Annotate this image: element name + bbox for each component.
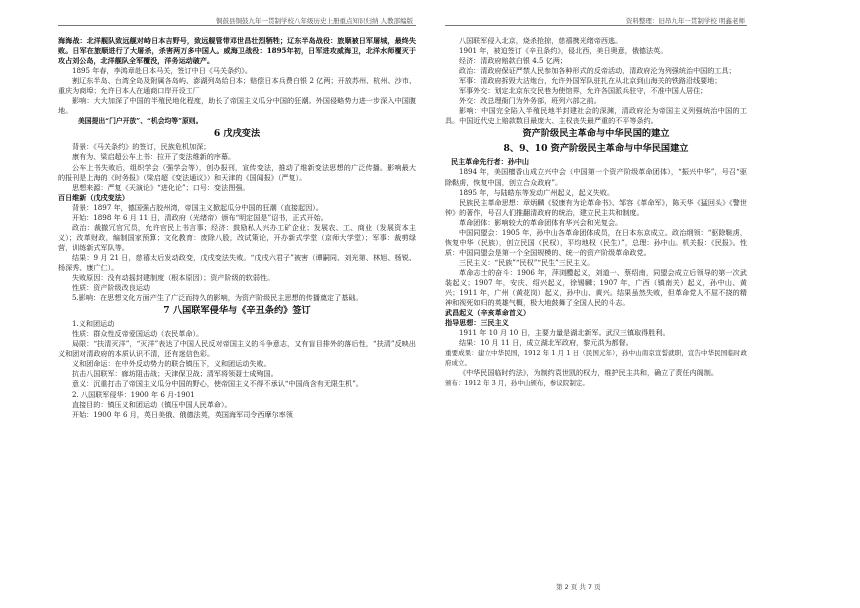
- paragraph: 武昌起义（辛亥革命首义）: [445, 308, 531, 318]
- paragraph: 影响：中国完全陷入半殖民地半封建社会的深渊，清政府沦为帝国主义列强统治中国的工具。中国近代史上赔款数目最庞大、主权丧失最严重的不平等条约。: [445, 106, 747, 126]
- paragraph: 经济：清政府赔款白银 4.5 亿两；: [459, 56, 568, 66]
- paragraph: 1895 年春，李鸿章赴日本马关，签订中日《马关条约》。: [72, 66, 252, 76]
- paragraph: 1.义和团运动: [72, 319, 115, 329]
- paragraph: 康有为、梁启超公车上书：拉开了变法维新的序幕。: [72, 152, 236, 162]
- paragraph: 开始：1900 年 6 月，英日美俄、俄德法英，英国海军司令西摩尔率领: [72, 409, 293, 419]
- paragraph: 中国同盟会：1905 年，孙中山各革命团体成员，在日本东京成立。政治纲领：“驱除鞑虏，恢复中华（民族），创立民国（民权），平均地权（民生）”，总理：孙中山。机关报：《民报》。性质：中国同盟会是第一个全国规模的、统一的资产阶级革命政党。: [445, 227, 747, 257]
- header-rule-right: [445, 25, 747, 26]
- paragraph: 军事外交：划定北京东交民巷为使馆界，允许各国派兵驻守，不准中国人居住；: [459, 86, 708, 96]
- paragraph: 公车上书失败后，组织学会（强学会等），创办报刊，宣传变法，推动了维新变法思想的广泛传播。影响最大的报刊是上海的《时务报》（梁启超《变法通议》）和天津的《国闻报》（严复）。: [58, 162, 416, 182]
- section-heading: 资产阶级民主革命与中华民国的建立: [522, 128, 670, 140]
- header-rule-left: [58, 25, 416, 26]
- paragraph: 政治：清政府保证严禁人民参加各种形式的反帝活动，清政府沦为列强统治中国的工具；: [459, 66, 736, 76]
- paragraph: 背景：《马关条约》的签订，民族危机加深；: [72, 142, 211, 152]
- paragraph: 三民主义：“民族”“民权”“民生”三民主义。: [459, 257, 595, 267]
- paragraph: 八国联军侵入北京，烧杀抢掠，慈禧携光绪帝西逃。: [459, 36, 623, 45]
- paragraph: 开始：1898 年 6 月 11 日，清政府（光绪帝）颁布“明定国是”诏书，正式开始。: [72, 212, 328, 222]
- paragraph: 2. 八国联军侵华：1900 年 6 月-1901: [72, 389, 195, 399]
- page-header-left: 铜鼓县铜鼓九年一贯制学校八年级历史上册重点知识归纳 人教部编版: [216, 17, 414, 25]
- paragraph: 革命志士的奋斗：1906 年，萍浏醴起义，刘道一、蔡绍南，同盟会成立后领导的第一次武装起义；1907 年，安庆、绍兴起义，徐锡麟；1907 年，广西（镇南关）起义，孙中山、黄兴；1911 年，广州（黄花岗）起义，孙中山、黄兴。结果虽然失败，但革命党人不屈不挠的精神和视死如归的英雄气概，极大地鼓舞了全国人民的斗志。: [445, 267, 747, 308]
- page-number: 第 2 页 共 7 页: [556, 583, 601, 591]
- paragraph: 抗击八国联军：廊坊阻击战；天津保卫战；清军将领聂士成殉国。: [72, 369, 278, 379]
- paragraph: 革命团体：影响较大的革命团体有华兴会和光复会。: [459, 217, 623, 227]
- paragraph: 性质：群众性反帝爱国运动（农民革命）。: [72, 329, 204, 339]
- paragraph: 结果：10 月 11 日，成立湖北军政府，黎元洪为都督。: [459, 338, 633, 348]
- paragraph: 外交：改总理衙门为外务部，班列六部之前。: [459, 96, 601, 106]
- section-heading: 8、9、10 资产阶级民主革命与中华民国建立: [503, 143, 689, 155]
- page-header-right: 资料整理：旧昂九年一贯制学校 明鑫老师: [625, 17, 745, 25]
- right-column: [445, 36, 747, 576]
- section-heading: 民主革命先行者：孙中山: [451, 157, 530, 167]
- paragraph: 意义：沉重打击了帝国主义瓜分中国的野心，使帝国主义不得不承认“中国尚含有无限生机”。: [72, 379, 364, 389]
- paragraph: 义和团命运：在中外反动势力的联合镇压下，义和团运动失败。: [72, 359, 271, 369]
- paragraph: 指导思想：三民主义: [445, 318, 509, 328]
- paragraph: 百日维新（戊戌变法）: [58, 192, 129, 202]
- paragraph: 美国提出“门户开放”、“机会均等”原则。: [78, 117, 203, 126]
- paragraph: 《中华民国临时约法》，为制约袁世凯的权力，维护民主共和，确立了责任内阁制。: [459, 368, 718, 378]
- paragraph: 思想来源：严复《天演论》“进化论”；口号：变法图强。: [72, 182, 250, 192]
- paragraph: 1911 年 10 月 10 日，主要力量是湖北新军。武汉三镇取得胜利。: [459, 328, 670, 338]
- paragraph: 结果：9 月 21 日，慈禧太后发动政变，戊戌变法失败。“戊戌六君子”被害（谭嗣同、刘光第、林旭、杨锐、杨深秀、康广仁）。: [58, 252, 416, 272]
- paragraph: 海海战：北洋舰队致远舰对峙日本吉野号，致远舰管带邓世昌壮烈牺牲；辽东半岛战役：旅顺被日军屠城，最终失败。日军在旅顺进行了大屠杀，杀害两万多中国人。威海卫战役：1895年初，日军进攻威海卫，北洋水师覆灭于攻占刘公岛，北洋舰队全军覆没，洋务运动破产。: [58, 36, 416, 66]
- paragraph: 1894 年，美国檀香山成立兴中会（中国第一个资产阶级革命团体），“振兴中华”，号召“驱除鞑虏，恢复中国，创立合众政府”。: [445, 167, 747, 187]
- section-heading: 6 戊戌变法: [213, 128, 261, 140]
- paragraph: 背景：1897 年，德国强占胶州湾，帝国主义掀起瓜分中国的狂潮（直接起因）。: [72, 202, 323, 212]
- paragraph: 颁布：1912 年 3 月，孙中山颁布，参议院制定。: [445, 379, 589, 388]
- paragraph: 局限：“扶清灭洋”，“灭洋”表达了中国人民反对帝国主义的斗争意志，又有盲目排外的落后性，“扶清”反映出义和团对清政府的本质认识不清，还有迷信色彩。: [58, 339, 416, 359]
- paragraph: 影响：大大加深了中国的半殖民地化程度，助长了帝国主义瓜分中国的狂潮。外国侵略势力进一步深入中国腹地。: [58, 96, 416, 116]
- paragraph: 政治：裁撤冗官冗员，允许官民上书言事；经济：鼓励私人兴办工矿企业；发展农、工、商业（发展资本主义）；改革财政，编制国家预算；文化教育：废除八股，改试策论，开办新式学堂（京师大学堂）；军事：裁剪绿营，训练新式军队等。: [58, 222, 416, 252]
- paragraph: 重要成果：建立中华民国，1912 年 1 月 1 日（民国元年），孙中山南京宣誓就职，宣告中华民国临时政府成立。: [445, 349, 747, 368]
- paragraph: 直接目的：镇压义和团运动（镇压中国人民革命）。: [72, 399, 232, 409]
- left-column: [58, 36, 416, 591]
- paragraph: 军事：清政府拆毁大沽炮台，允许外国军队驻扎在从北京到山海关的铁路沿线要地；: [459, 76, 722, 86]
- paragraph: 5.影响：在思想文化方面产生了广泛而持久的影响，为资产阶级民主思想的传播奠定了基础。: [72, 293, 363, 303]
- paragraph: 失败原因：没有动摇封建制度（根本原因）；资产阶级的软弱性。: [72, 273, 275, 283]
- paragraph: 1895 年，与陆皓东等发动广州起义，起义失败。: [459, 187, 615, 197]
- section-heading: 7 八国联军侵华与《辛丑条约》签订: [163, 305, 311, 317]
- paragraph: 民族民主革命思想：章炳麟《驳康有为论革命书》、邹容《革命军》，陈天华《猛回头》《警世钟》的著作，号召人们推翻清政府的统治，建立民主共和制度。: [445, 197, 747, 217]
- paragraph: 割辽东半岛、台湾全岛及附属各岛屿、澎湖列岛给日本；赔偿日本兵费白银 2 亿两；开放苏州、杭州、沙市、重庆为商埠；允许日本人在通商口岸开设工厂: [58, 76, 416, 96]
- paragraph: 1901 年，被迫签订《辛丑条约》，侵北西，美日奥意，俄德法英。: [459, 46, 668, 56]
- paragraph: 性质：资产阶级改良运动: [72, 283, 151, 293]
